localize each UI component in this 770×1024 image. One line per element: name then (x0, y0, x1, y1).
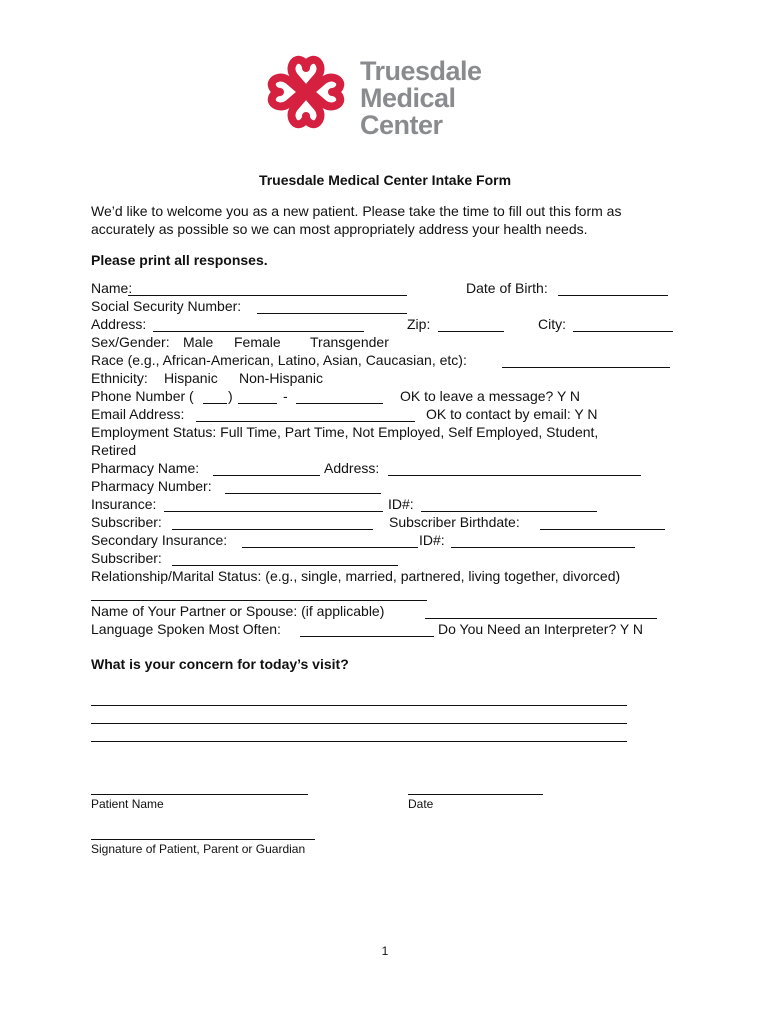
intro-line-1: We’d like to welcome you as a new patient. Please take the time to fill out this form as (91, 203, 622, 219)
email-contact-question[interactable]: OK to contact by email: Y N (426, 406, 598, 422)
address-field-label: Address: (91, 316, 147, 332)
ethnicity-option-non-hispanic[interactable]: Non-Hispanic (239, 370, 324, 386)
zip-field-label: Zip: (407, 316, 431, 332)
instruction: Please print all responses. (91, 252, 268, 268)
phone-prefix-field[interactable] (238, 403, 277, 404)
page-number: 1 (381, 944, 389, 958)
hearts-knot-icon (258, 46, 354, 138)
concern-line-2[interactable] (91, 723, 627, 724)
email-field[interactable] (196, 421, 415, 422)
pharmacy-name-field[interactable] (213, 475, 320, 476)
concern-line-3[interactable] (91, 741, 627, 742)
partner-name-field[interactable] (425, 618, 657, 619)
intro-line-2: accurately as possible so we can most appropriately address your health needs. (91, 221, 588, 237)
phone-field-label: Phone Number ( (91, 388, 194, 404)
name-field[interactable] (128, 295, 407, 296)
concern-line-1[interactable] (91, 705, 627, 706)
pharmacy-name-label: Pharmacy Name: (91, 460, 200, 476)
sex-option-transgender[interactable]: Transgender (310, 334, 389, 350)
insurance-id-field[interactable] (421, 511, 597, 512)
signature-line[interactable] (91, 839, 315, 840)
address-field[interactable] (153, 331, 364, 332)
signature-label: Signature of Patient, Parent or Guardian (91, 842, 306, 856)
sex-field-label: Sex/Gender: (91, 334, 170, 350)
ethnicity-field-label: Ethnicity: (91, 370, 148, 386)
phone-area-code-field[interactable] (203, 403, 227, 404)
interpreter-question[interactable]: Do You Need an Interpreter? Y N (438, 621, 643, 637)
city-field[interactable] (573, 331, 673, 332)
relationship-label: Relationship/Marital Status: (e.g., single, married, partnered, living together, divorced) (91, 568, 621, 584)
insurance-id-label: ID#: (388, 496, 414, 512)
employment-status-line-2[interactable]: Retired (91, 442, 137, 458)
race-field-label: Race (e.g., African-American, Latino, Asian, Caucasian, etc): (91, 352, 467, 368)
logo-text-line2: Medical (360, 83, 456, 113)
patient-name-line[interactable] (91, 794, 308, 795)
name-field-label: Name: (91, 280, 133, 296)
zip-field[interactable] (438, 331, 504, 332)
employment-status-line-1[interactable]: Employment Status: Full Time, Part Time, Not Employed, Self Employed, Student, (91, 424, 599, 440)
phone-line-field[interactable] (296, 403, 383, 404)
language-field[interactable] (300, 636, 434, 637)
partner-name-label: Name of Your Partner or Spouse: (if applicable) (91, 603, 385, 619)
leave-message-question[interactable]: OK to leave a message? Y N (400, 388, 581, 404)
concern-label: What is your concern for today’s visit? (91, 656, 349, 672)
pharmacy-number-label: Pharmacy Number: (91, 478, 212, 494)
logo-text-line3: Center (360, 110, 443, 140)
relationship-field[interactable] (91, 600, 427, 601)
date-line[interactable] (408, 794, 543, 795)
sex-option-female[interactable]: Female (234, 334, 281, 350)
insurance-field[interactable] (164, 511, 383, 512)
pharmacy-address-field[interactable] (388, 475, 641, 476)
pharmacy-address-label: Address: (324, 460, 380, 476)
subscriber-birthdate-field[interactable] (540, 529, 665, 530)
phone-close-paren: ) (228, 388, 233, 404)
secondary-insurance-field[interactable] (242, 547, 418, 548)
pharmacy-number-field[interactable] (225, 493, 381, 494)
race-field[interactable] (502, 367, 670, 368)
secondary-insurance-label: Secondary Insurance: (91, 532, 228, 548)
ssn-field[interactable] (257, 313, 407, 314)
ethnicity-option-hispanic[interactable]: Hispanic (164, 370, 218, 386)
secondary-id-field[interactable] (451, 547, 635, 548)
form-title: Truesdale Medical Center Intake Form (258, 172, 512, 188)
subscriber-birthdate-label: Subscriber Birthdate: (389, 514, 520, 530)
language-label: Language Spoken Most Often: (91, 621, 281, 637)
ssn-field-label: Social Security Number: (91, 298, 242, 314)
logo-text-line1: Truesdale (360, 56, 482, 86)
sex-option-male[interactable]: Male (183, 334, 214, 350)
subscriber2-field[interactable] (172, 565, 398, 566)
phone-dash: - (283, 388, 288, 404)
dob-field[interactable] (558, 295, 668, 296)
subscriber-field[interactable] (172, 529, 373, 530)
city-field-label: City: (538, 316, 566, 332)
date-label: Date (408, 797, 434, 811)
subscriber-label: Subscriber: (91, 514, 162, 530)
dob-field-label: Date of Birth: (466, 280, 548, 296)
subscriber2-label: Subscriber: (91, 550, 162, 566)
secondary-id-label: ID#: (419, 532, 445, 548)
patient-name-label: Patient Name (91, 797, 164, 811)
insurance-label: Insurance: (91, 496, 157, 512)
email-field-label: Email Address: (91, 406, 185, 422)
